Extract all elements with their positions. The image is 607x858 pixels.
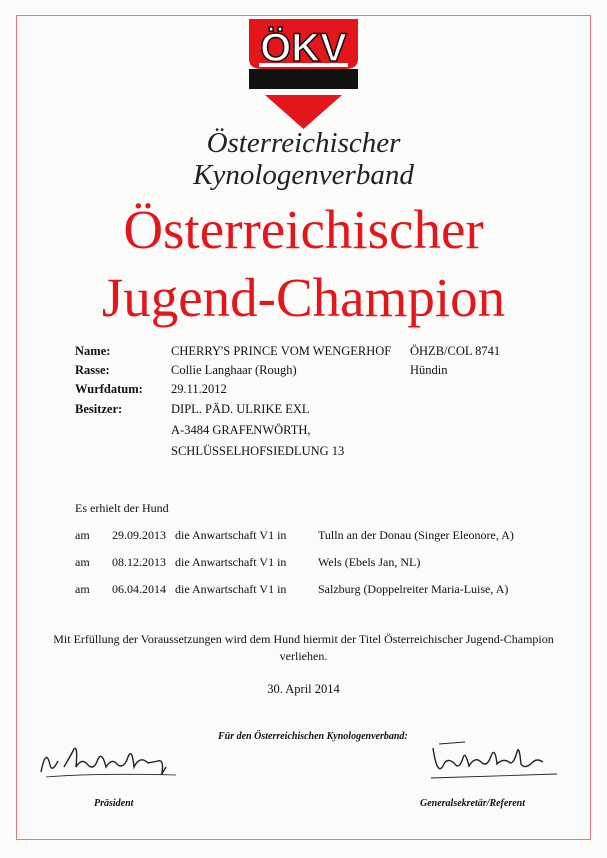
breed-value: Collie Langhaar (Rough) <box>171 363 297 377</box>
dob-value: 29.11.2012 <box>171 382 227 396</box>
svg-text:ÖKV: ÖKV <box>260 26 347 70</box>
okv-logo <box>245 17 362 129</box>
award-date: 06.04.2014 <box>112 582 166 596</box>
award-place: Tulln an der Donau (Singer Eleonore, A) <box>318 528 514 542</box>
awards-intro: Es erhielt der Hund <box>75 501 169 515</box>
award-prefix: am <box>75 555 90 569</box>
secretary-role: Generalsekretär/Referent <box>420 798 525 809</box>
award-prefix: am <box>75 528 90 542</box>
signature-caption: Für den Österreichischen Kynologenverband: <box>218 731 408 742</box>
statement-line1: Mit Erfüllung der Voraussetzungen wird dem Hund hiermit der Titel Österreichischer Jugend-Champion <box>53 632 554 646</box>
award-prefix: am <box>75 582 90 596</box>
award-type: die Anwartschaft V1 in <box>175 555 287 569</box>
issue-date: 30. April 2014 <box>267 682 340 696</box>
president-role: Präsident <box>94 798 134 809</box>
award-place: Salzburg (Doppelreiter Maria-Luise, A) <box>318 582 509 596</box>
owner-label: Besitzer: <box>75 402 123 416</box>
president-signature <box>36 737 186 782</box>
breed-label: Rasse: <box>75 363 110 377</box>
dob-label: Wurfdatum: <box>75 382 143 396</box>
owner-line: DIPL. PÄD. ULRIKE EXL <box>171 402 310 416</box>
org-name-line2: Kynologenverband <box>193 159 414 191</box>
registration-number: ÖHZB/COL 8741 <box>410 344 501 358</box>
sex-value: Hündin <box>410 363 448 377</box>
org-name-line1: Österreichischer <box>206 127 401 159</box>
owner-line: A-3484 GRAFENWÖRTH, <box>171 423 311 437</box>
award-place: Wels (Ebels Jan, NL) <box>318 555 421 569</box>
award-type: die Anwartschaft V1 in <box>175 582 287 596</box>
owner-line: SCHLÜSSELHOFSIEDLUNG 13 <box>171 444 345 458</box>
name-label: Name: <box>75 344 111 358</box>
award-date: 29.09.2013 <box>112 528 166 542</box>
certificate-title-line1: Österreichischer <box>123 199 484 260</box>
certificate-title-line2: Jugend-Champion <box>101 267 506 328</box>
award-date: 08.12.2013 <box>112 555 166 569</box>
dog-name: CHERRY'S PRINCE VOM WENGERHOF <box>171 344 392 358</box>
statement-line2: verliehen. <box>279 649 328 663</box>
secretary-signature <box>425 736 565 786</box>
award-type: die Anwartschaft V1 in <box>175 528 287 542</box>
